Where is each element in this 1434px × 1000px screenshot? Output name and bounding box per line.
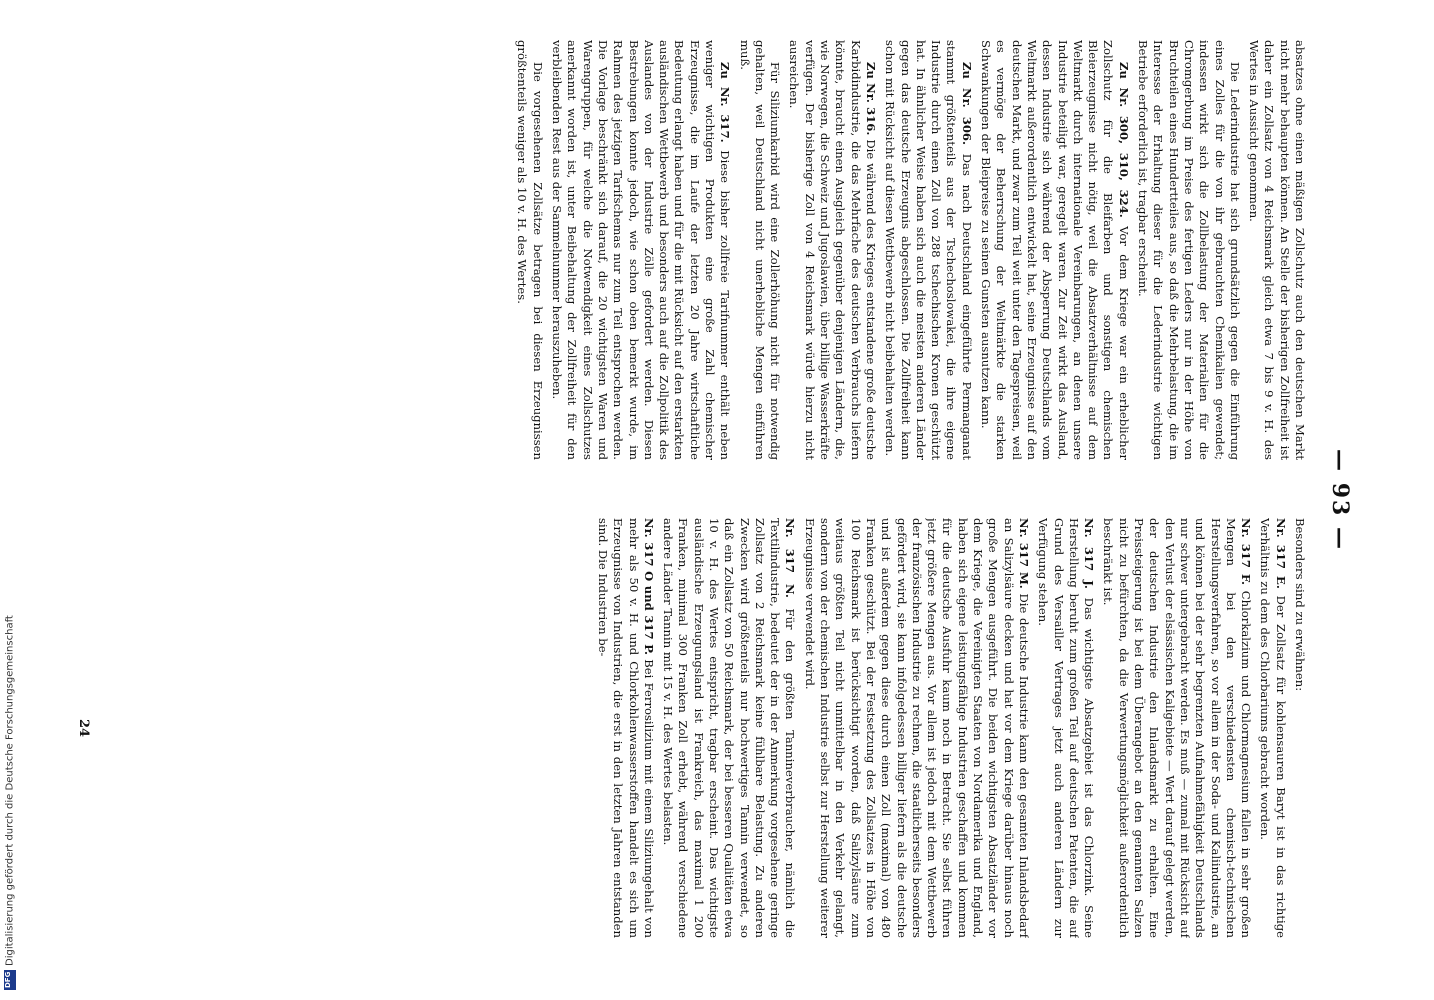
text-column-right (97, 518, 1307, 938)
paragraph-text: Das nach Deutschland eingeführte Permanganat stammt größtenteils aus der Tschechoslowakei, die ihre eigene Industrie durch einen Zoll von 288 tschechischen Kronen geschützt hat. In ähnlicher Weise haben sich auch die meisten anderen Länder gegen das deutsche Erzeugnis abgeschlossen. Die Zollfreiheit kann schon mit Rücksicht auf diesen Wettbewerb nicht beibehalten werden. (883, 40, 974, 460)
paragraph-text: Bei Ferrosilizium mit einem Siliziumgehalt von mehr als 50 v. H. und Chlorkohlenwasserstoffen handelt es sich um Erzeugnisse von Industrien, die erst in den letzten Jahren entstanden sind. Die Industrien be- (595, 518, 656, 938)
paragraph (802, 518, 1031, 938)
paragraph (1292, 518, 1307, 938)
paragraph-lead: Nr. 317 N. (783, 518, 798, 598)
paragraph (1246, 40, 1307, 460)
paragraph-text: Besonders sind zu erwähnen: (1293, 518, 1307, 692)
funding-note-text: Digitalisierung gefördert durch die Deutsche Forschungsgemeinschaft (4, 615, 16, 966)
paragraph (786, 40, 878, 460)
paragraph-lead: Zu Nr. 300, 310, 324. (1116, 62, 1131, 218)
page-number-header: — 93 — (1327, 449, 1353, 551)
paragraph-lead: Zu Nr. 306. (959, 62, 974, 146)
paragraph (1100, 518, 1253, 938)
paragraph-text: Diese bisher zollfreie Tarifnummer enthält neben weniger wichtigen Produkten eine große Zahl chemischer Erzeugnisse, die im Laufe der letzten 20 Jahre wirtschaftliche Bedeutung erlangt haben und für die mit Rücksicht auf den erstarkten ausländischen Wettbewerb und besonders auch auf die Zollpolitik des Auslandes von der Industrie Zölle gefordert werden. Diesen Bestrebungen konnte jedoch, wie schon oben bemerkt wurde, im Rahmen des jetzigen Tarifschemas nur zum Teil entsprochen werden. Die Vorlage beschränkt sich darauf, die 20 wichtigsten Waren und Warengruppen, für welche die Notwendigkeit eines Zollschutzes anerkannt worden ist, unter Beibehaltung der Zollfreiheit für den verbleibenden Rest aus der Sammelnummer herauszuheben. (550, 40, 733, 460)
text-column-left (97, 40, 1307, 460)
paragraph-text: Die während des Krieges entstandene große deutsche Karbidindustrie, die das Mehrfache des deutschen Verbrauchs liefern könnte, braucht einen Ausgleich gegenüber denjenigen Ländern, die, wie Norwegen, die Schweiz und Jugoslawien, über billige Wasserkräfte verfügen. Der bisherige Zoll von 4 Reichsmark würde hierzu nicht ausreichen. (787, 40, 878, 460)
paragraph-lead: Zu Nr. 316. (863, 62, 878, 136)
paragraph-lead: Nr. 317 M. (1016, 518, 1031, 589)
paragraph-text: Vor dem Kriege war ein erheblicher Zollschutz für die Bleifarben und sonstigen chemischen Bleierzeugnisse nicht nötig, weil die Absatzverhältnisse auf dem Weltmarkt durch internationale Vereinbarungen, an denen unsere Industrie beteiligt war, geregelt waren. Zur Zeit wirkt das Ausland, dessen Industrie sich während der Absperrung Deutschlands vom Weltmarkt außerordentlich entwickelt hat, seine Erzeugnisse auf den deutschen Markt, und zwar zum Teil weit unter den Tagespreisen, weil es vermöge der Beherrschung der Weltmärkte die starken Schwankungen der Bleipreise zu seinen Gunsten ausnutzen kann. (979, 40, 1131, 460)
paragraph (514, 40, 545, 460)
funding-note (2, 10, 18, 990)
paragraph-text: Die Lederindustrie hat sich grundsätzlich gegen die Einführung eines Zolles für die von ihr gebrauchten Chemikalien gewendet; indessen wirkt sich die Zollbelastung der Materialien für die Chromgerbung im Preise des fertigen Leders nur in der Höhe von Bruchteilen eines Hundertteiles aus, so daß die Mehrbelastung, die im Interesse der Erhaltung dieser für die Lederindustrie wichtigen Betriebe erforderlich ist, tragbar erscheint. (1136, 40, 1242, 460)
paragraph-lead: Nr. 317 E. (1273, 518, 1288, 589)
document-page (67, 20, 1367, 980)
paragraph-text: Die deutsche Industrie kann den gesamten Inlandsbedarf an Salizylsäure decken und hat vor dem Kriege darüber hinaus noch große Mengen ausgeführt. Die beiden wichtigsten Absatzländer vor dem Kriege, die Vereinigten Staaten von Nordamerika und England, haben sich eigene leistungsfähige Industrien geschaffen und kommen für die deutsche Ausfuhr kaum noch in Betracht. Sie selbst führen jetzt größere Mengen aus. Vor allem ist jedoch mit dem Wettbewerb der französischen Industrie zu rechnen, die staatlicherseits besonders gefördert wird, sie kann infolgedessen billiger liefern als die deutsche und ist außerdem gegen diese durch einen Zoll (maximal) von 480 Franken geschützt. Bei der Festsetzung des Zollsatzes in Höhe von 100 Reichsmark ist berücksichtigt worden, daß Salizylsäure zum weitaus größten Teil nicht unmittelbar in den Verkehr gelangt, sondern von der chemischen Industrie selbst zur Herstellung weiterer Erzeugnisse verwendet wird. (802, 518, 1031, 938)
paragraph-text: absatzes ohne einen mäßigen Zollschutz auch den deutschen Markt nicht mehr behaupten können. An Stelle der bisherigen Zollfreiheit ist daher ein Zollsatz von 4 Reichsmark gleich etwa 7 bis 9 v. H. des Wertes in Aussicht genommen. (1247, 40, 1307, 460)
paragraph-text: Das wichtigste Absatzgebiet ist das Chlorzink. Seine Herstellung beruht zum großen Teil auf deutschen Patenten, die auf Grund des Versailler Vertrages jetzt auch anderen Ländern zur Verfügung stehen. (1036, 518, 1097, 938)
paragraph (978, 40, 1131, 460)
paragraph-text: Der Zollsatz für kohlensauren Baryt ist in das richtige Verhältnis zu dem des Chlorbariums gebracht worden. (1258, 518, 1288, 938)
paragraph (882, 40, 974, 460)
paragraph (595, 518, 656, 938)
paragraph-lead: Zu Nr. 317. (718, 62, 733, 143)
paragraph-text: Chlorkalzium und Chlormagnesium fallen in sehr großen Mengen bei den verschiedensten chemisch-technischen Herstellungsverfahren, so vor allem in der Soda- und Kaliindustrie, an und können bei der sehr begrenzten Aufnahmefähigkeit Deutschlands nur schwer untergebracht werden. Es muß — zumal mit Rücksicht auf den Verlust der elsässischen Kaligebiete — Wert darauf gelegt werden, der deutschen Industrie den Inlandsmarkt zu erhalten. Eine Preissteigerung ist bei dem Überangebot an den genannten Salzen nicht zu befürchten, da die Verwertungsmöglichkeit außerordentlich beschränkt ist. (1101, 518, 1254, 938)
paragraph (736, 40, 782, 460)
paragraph (549, 40, 733, 460)
paragraph (1135, 40, 1242, 460)
paragraph-lead: Nr. 317 J. (1082, 518, 1097, 589)
paragraph (1257, 518, 1288, 938)
paragraph-text: Für den größten Tannineverbraucher, nämlich die Textilindustrie, bedeutet der in der Anmerkung vorgesehene geringe Zollsatz von 2 Reichsmark keine fühlbare Belastung. Zu anderen Zwecken wird größtenteils nur hochwertiges Tannin verwendet, so daß ein Zollsatz von 50 Reichsmark, der bei besseren Qualitäten etwa 10 v. H. des Wertes entspricht, tragbar erscheint. Das wichtigste ausländische Erzeugungsland ist Frankreich, das maximal 1 200 Franken, minimal 300 Franken Zoll erhebt, während verschiedene andere Länder Tannin mit 15 v. H. des Wertes belasten. (661, 518, 798, 938)
paragraph (1035, 518, 1096, 938)
paragraph-text: Die vorgesehenen Zollsätze betragen bei diesen Erzeugnissen größtenteils weniger als 10 v. H. des Wertes. (515, 40, 545, 460)
dfg-logo: DFG (4, 970, 16, 990)
paragraph (660, 518, 798, 938)
paragraph-lead: Nr. 317 O und 317 P. (641, 518, 656, 656)
signature-mark: 24 (76, 718, 91, 738)
paragraph-lead: Nr. 317 F. (1239, 518, 1254, 586)
paragraph-text: Für Siliziumkarbid wird eine Zollerhöhung nicht für notwendig gehalten, weil Deutschland nicht unerhebliche Mengen einführen muß. (737, 40, 783, 460)
